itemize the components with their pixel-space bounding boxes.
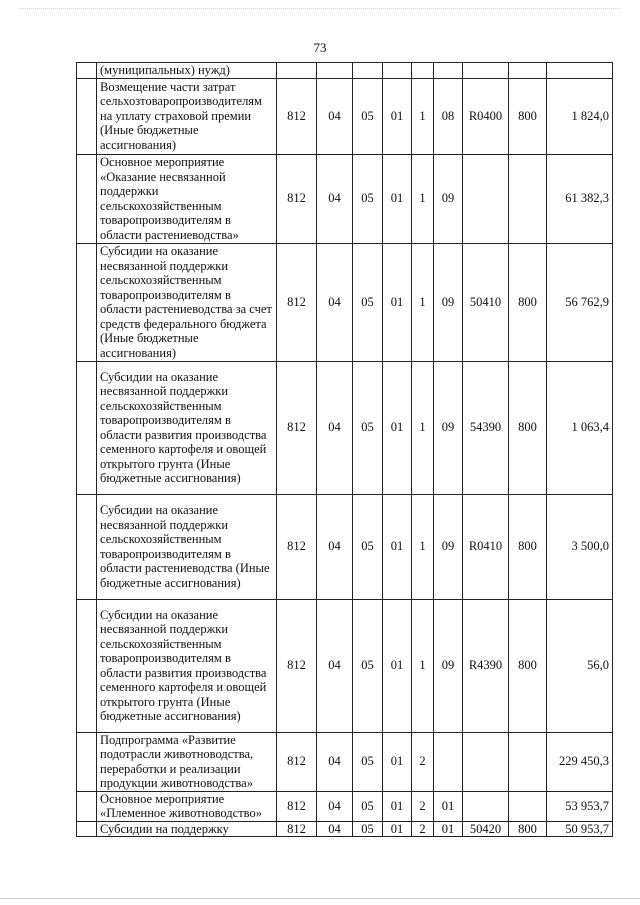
cell-activity: 09 xyxy=(434,494,463,599)
cell-activity: 01 xyxy=(434,821,463,837)
cell-section: 04 xyxy=(317,821,353,837)
cell-ministry: 812 xyxy=(277,732,317,791)
cell-direction: R0400 xyxy=(463,78,509,154)
cell-activity: 09 xyxy=(434,361,463,494)
cell-direction: 50410 xyxy=(463,243,509,361)
cell-subsection: 05 xyxy=(353,494,383,599)
cell-name: Субсидии на оказание несвязанной поддержки сельскохозяйственным товаропроизводителям в области развития производства семенного картофеля и овощей открытого грунта (Иные бюджетные ассигнования) xyxy=(97,361,277,494)
cell-direction xyxy=(463,154,509,243)
cell-name: Основное мероприятие «Племенное животноводство» xyxy=(97,791,277,821)
cell-program: 01 xyxy=(383,791,412,821)
cell-direction: R0410 xyxy=(463,494,509,599)
cell-subprogram: 1 xyxy=(412,243,434,361)
cell-expense-type xyxy=(509,732,547,791)
page-number: 73 xyxy=(313,40,327,55)
cell-expense-type: 800 xyxy=(509,243,547,361)
cell-expense-type: 800 xyxy=(509,494,547,599)
cell-section: 04 xyxy=(317,494,353,599)
cell-amount: 50 953,7 xyxy=(547,821,613,837)
table-body xyxy=(77,63,613,837)
cell-subsection: 05 xyxy=(353,243,383,361)
cell-program xyxy=(383,63,412,79)
cell-direction xyxy=(463,791,509,821)
cell-program: 01 xyxy=(383,821,412,837)
cell-expense-type xyxy=(509,63,547,79)
cell-amount: 229 450,3 xyxy=(547,732,613,791)
cell-name: Подпрограмма «Развитие подотрасли животноводства, переработки и реализации продукции животноводства» xyxy=(97,732,277,791)
cell-direction xyxy=(463,732,509,791)
table-row xyxy=(77,599,613,732)
cell-subprogram: 1 xyxy=(412,494,434,599)
cell-program: 01 xyxy=(383,732,412,791)
cell-activity: 08 xyxy=(434,78,463,154)
cell-blank xyxy=(77,361,97,494)
cell-name: Субсидии на поддержку xyxy=(97,821,277,837)
cell-ministry: 812 xyxy=(277,78,317,154)
cell-program: 01 xyxy=(383,599,412,732)
cell-blank xyxy=(77,63,97,79)
cell-activity: 09 xyxy=(434,243,463,361)
cell-ministry: 812 xyxy=(277,599,317,732)
cell-direction: R4390 xyxy=(463,599,509,732)
table-row xyxy=(77,243,613,361)
cell-section: 04 xyxy=(317,791,353,821)
cell-ministry: 812 xyxy=(277,791,317,821)
cell-blank xyxy=(77,791,97,821)
cell-amount: 1 824,0 xyxy=(547,78,613,154)
cell-expense-type: 800 xyxy=(509,599,547,732)
cell-direction: 54390 xyxy=(463,361,509,494)
cell-amount: 61 382,3 xyxy=(547,154,613,243)
bottom-rule xyxy=(0,898,640,899)
cell-section: 04 xyxy=(317,599,353,732)
cell-ministry: 812 xyxy=(277,361,317,494)
cell-blank xyxy=(77,821,97,837)
cell-subsection xyxy=(353,63,383,79)
cell-blank xyxy=(77,494,97,599)
cell-name: Субсидии на оказание несвязанной поддержки сельскохозяйственным товаропроизводителям в области растениеводства (Иные бюджетные ассигнования) xyxy=(97,494,277,599)
cell-subsection: 05 xyxy=(353,599,383,732)
cell-section: 04 xyxy=(317,243,353,361)
cell-subprogram: 2 xyxy=(412,791,434,821)
cell-section: 04 xyxy=(317,732,353,791)
cell-activity: 01 xyxy=(434,791,463,821)
table-row xyxy=(77,791,613,821)
table-row xyxy=(77,63,613,79)
cell-amount: 56,0 xyxy=(547,599,613,732)
cell-subsection: 05 xyxy=(353,791,383,821)
cell-program: 01 xyxy=(383,494,412,599)
cell-blank xyxy=(77,154,97,243)
cell-ministry: 812 xyxy=(277,154,317,243)
cell-amount: 56 762,9 xyxy=(547,243,613,361)
cell-program: 01 xyxy=(383,78,412,154)
cell-expense-type: 800 xyxy=(509,821,547,837)
scan-specks xyxy=(20,8,620,13)
cell-section xyxy=(317,63,353,79)
cell-program: 01 xyxy=(383,361,412,494)
cell-ministry: 812 xyxy=(277,494,317,599)
cell-section: 04 xyxy=(317,154,353,243)
cell-amount: 3 500,0 xyxy=(547,494,613,599)
cell-subsection: 05 xyxy=(353,732,383,791)
cell-program: 01 xyxy=(383,154,412,243)
cell-amount: 53 953,7 xyxy=(547,791,613,821)
table-row xyxy=(77,154,613,243)
cell-activity: 09 xyxy=(434,154,463,243)
cell-direction xyxy=(463,63,509,79)
cell-subsection: 05 xyxy=(353,78,383,154)
cell-expense-type xyxy=(509,154,547,243)
cell-amount: 1 063,4 xyxy=(547,361,613,494)
cell-blank xyxy=(77,732,97,791)
cell-subprogram: 2 xyxy=(412,821,434,837)
cell-program: 01 xyxy=(383,243,412,361)
cell-subprogram: 1 xyxy=(412,599,434,732)
cell-name: Субсидии на оказание несвязанной поддержки сельскохозяйственным товаропроизводителям в области развития производства семенного картофеля и овощей открытого грунта (Иные бюджетные ассигнования) xyxy=(97,599,277,732)
cell-activity xyxy=(434,63,463,79)
cell-blank xyxy=(77,78,97,154)
cell-ministry: 812 xyxy=(277,243,317,361)
cell-subprogram: 1 xyxy=(412,154,434,243)
cell-subprogram: 1 xyxy=(412,361,434,494)
cell-amount xyxy=(547,63,613,79)
table-row xyxy=(77,494,613,599)
cell-blank xyxy=(77,599,97,732)
cell-direction: 50420 xyxy=(463,821,509,837)
cell-subsection: 05 xyxy=(353,154,383,243)
budget-table xyxy=(76,62,613,837)
table-row xyxy=(77,361,613,494)
cell-subsection: 05 xyxy=(353,361,383,494)
cell-section: 04 xyxy=(317,361,353,494)
cell-section: 04 xyxy=(317,78,353,154)
cell-subsection: 05 xyxy=(353,821,383,837)
table-row xyxy=(77,732,613,791)
cell-name: Основное мероприятие «Оказание несвязанной поддержки сельскохозяйственным товаропроизводителям в области растениеводства» xyxy=(97,154,277,243)
table-row xyxy=(77,821,613,837)
cell-subprogram: 1 xyxy=(412,78,434,154)
cell-subprogram: 2 xyxy=(412,732,434,791)
table-row xyxy=(77,78,613,154)
cell-expense-type: 800 xyxy=(509,78,547,154)
cell-blank xyxy=(77,243,97,361)
cell-activity: 09 xyxy=(434,599,463,732)
cell-name: Субсидии на оказание несвязанной поддержки сельскохозяйственным товаропроизводителям в области растениеводства за счет средств федерального бюджета (Иные бюджетные ассигнования) xyxy=(97,243,277,361)
cell-activity xyxy=(434,732,463,791)
cell-name: Возмещение части затрат сельхозтоваропроизводителям на уплату страховой премии (Иные бюджетные ассигнования) xyxy=(97,78,277,154)
cell-ministry: 812 xyxy=(277,821,317,837)
cell-expense-type xyxy=(509,791,547,821)
cell-expense-type: 800 xyxy=(509,361,547,494)
cell-ministry xyxy=(277,63,317,79)
cell-subprogram xyxy=(412,63,434,79)
cell-name: (муниципальных) нужд) xyxy=(97,63,277,79)
